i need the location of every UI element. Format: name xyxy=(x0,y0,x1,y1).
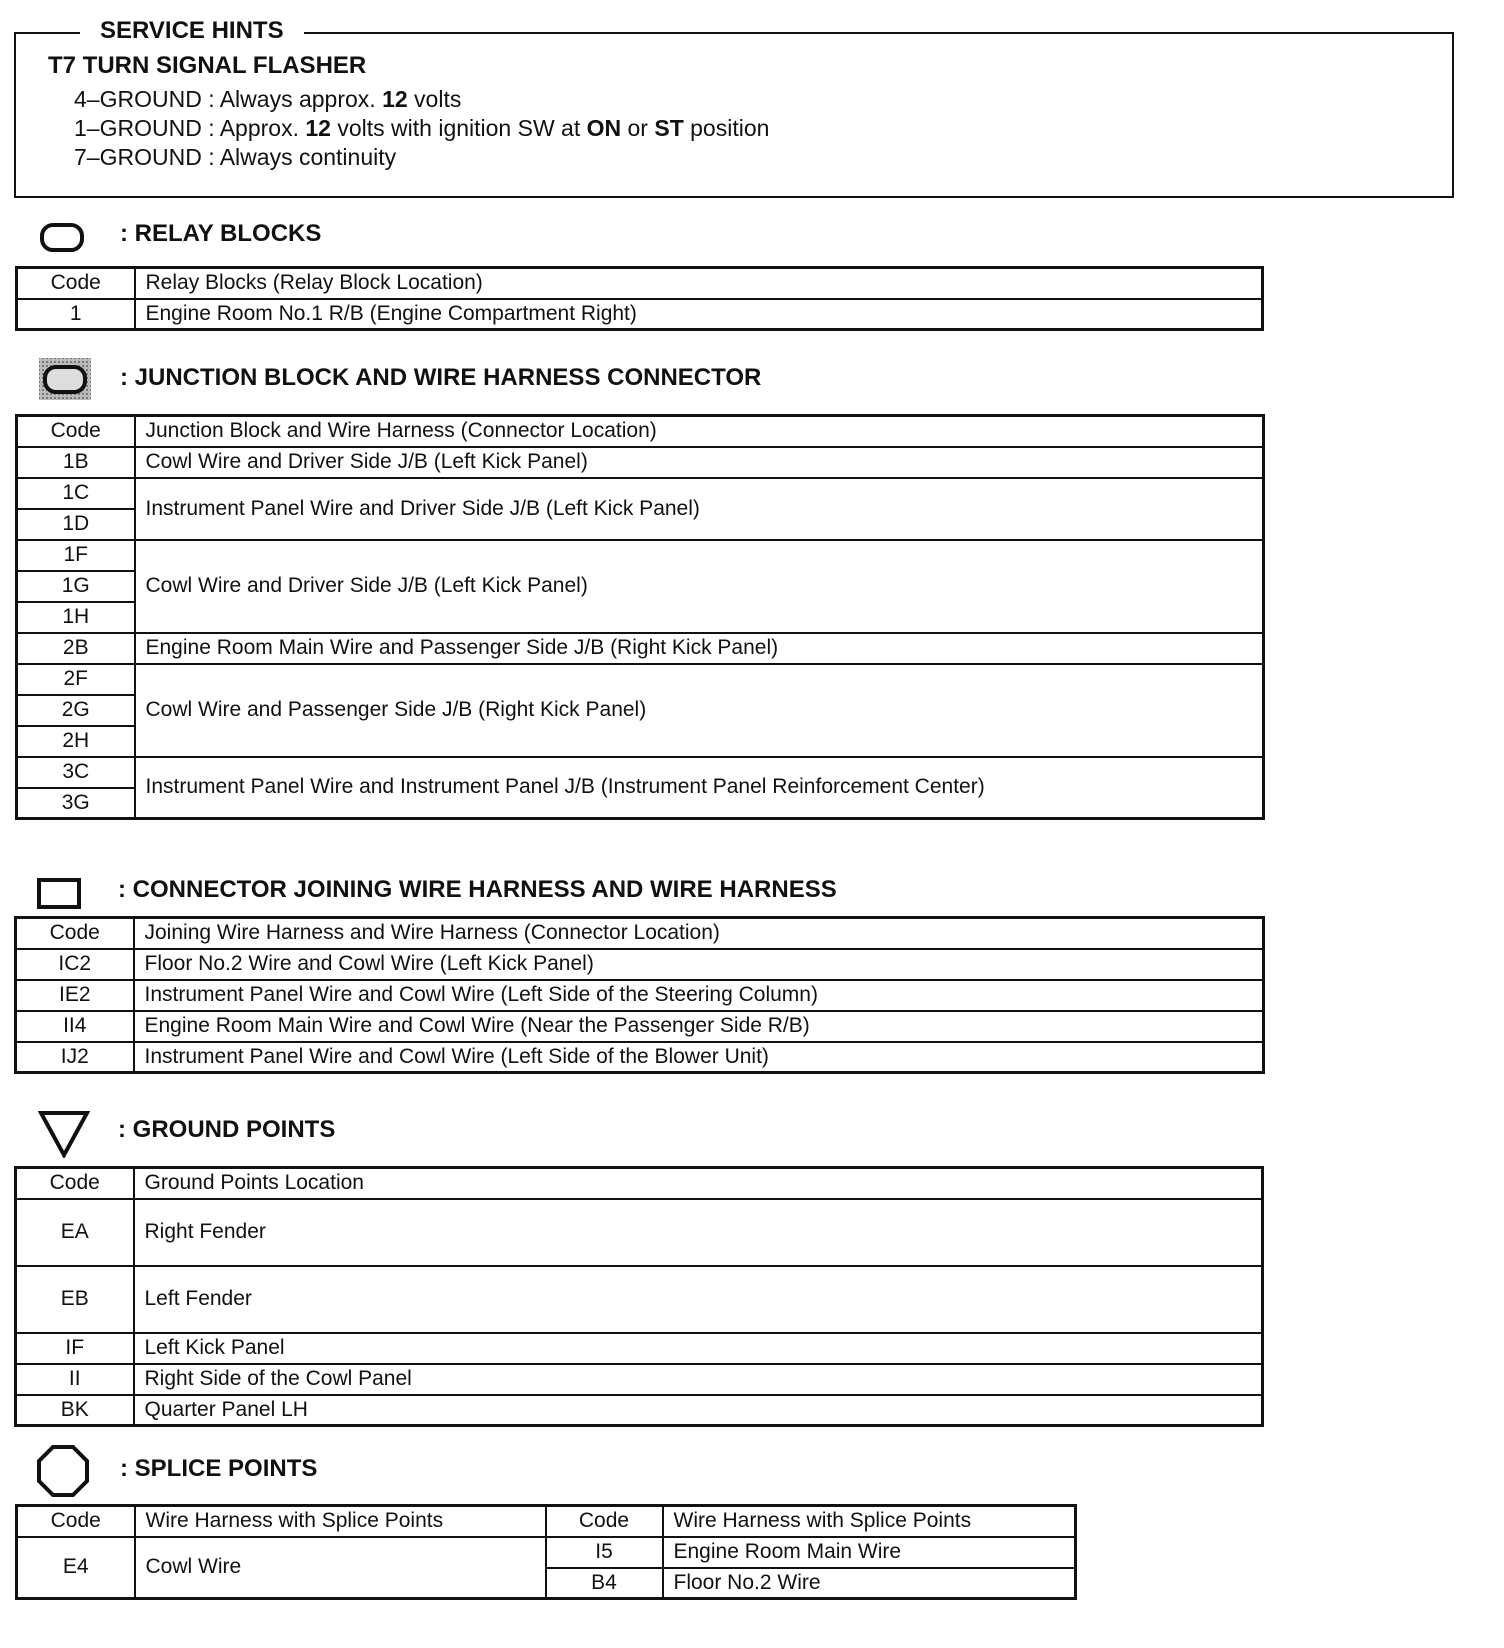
row-code: 1C xyxy=(17,478,135,509)
table-row xyxy=(16,1199,1263,1266)
header-desc: Ground Points Location xyxy=(134,1168,1263,1199)
row-desc: Cowl Wire and Passenger Side J/B (Right Kick Panel) xyxy=(135,664,1264,757)
header-code: Code xyxy=(17,416,135,447)
hint-bold: 12 xyxy=(305,115,331,141)
row-desc: Floor No.2 Wire and Cowl Wire (Left Kick Panel) xyxy=(134,949,1264,980)
table-row xyxy=(16,1011,1264,1042)
table-header-row xyxy=(17,416,1264,447)
table-header-row xyxy=(16,1168,1263,1199)
table-row xyxy=(16,1266,1263,1333)
splice-points-table xyxy=(15,1504,1077,1600)
hint-sep: : xyxy=(201,144,220,170)
hint-text: volts xyxy=(407,86,462,112)
header-code: Code xyxy=(17,268,135,299)
row-desc: Instrument Panel Wire and Instrument Panel J/B (Instrument Panel Reinforcement Center) xyxy=(135,757,1264,819)
relay-block-icon xyxy=(38,220,88,254)
header-desc: Junction Block and Wire Harness (Connector Location) xyxy=(135,416,1264,447)
service-hints-box xyxy=(14,32,1454,198)
table-row xyxy=(16,1395,1263,1426)
table-header-row xyxy=(17,268,1263,299)
ground-points-title: : GROUND POINTS xyxy=(118,1116,336,1143)
row-code: 2G xyxy=(17,695,135,726)
row-code: I5 xyxy=(546,1537,663,1568)
table-row xyxy=(16,1364,1263,1395)
hint-pins: 4–GROUND xyxy=(74,86,202,112)
row-code: 1 xyxy=(17,299,135,330)
row-code: 1B xyxy=(17,447,135,478)
table-row xyxy=(17,299,1263,330)
ground-point-icon xyxy=(38,1110,90,1158)
row-code: IJ2 xyxy=(16,1042,134,1073)
hint-text: Approx. xyxy=(219,115,306,141)
row-code: II xyxy=(16,1364,134,1395)
connectors-title: : CONNECTOR JOINING WIRE HARNESS AND WIRE HARNESS xyxy=(118,876,837,903)
splice-point-icon xyxy=(36,1444,90,1498)
hint-text: position xyxy=(683,115,770,141)
row-desc: Cowl Wire xyxy=(135,1537,546,1599)
row-code: E4 xyxy=(17,1537,135,1599)
hint-line xyxy=(74,115,769,142)
splice-points-title: : SPLICE POINTS xyxy=(120,1455,318,1482)
table-row xyxy=(17,540,1264,571)
row-code: 2B xyxy=(17,633,135,664)
row-code: IE2 xyxy=(16,980,134,1011)
hint-sep: : xyxy=(201,115,220,141)
hint-line xyxy=(74,144,396,171)
table-row xyxy=(17,1537,1076,1568)
table-row xyxy=(17,478,1264,509)
row-code: 3G xyxy=(17,788,135,819)
header-desc: Joining Wire Harness and Wire Harness (Connector Location) xyxy=(134,918,1264,949)
header-code: Code xyxy=(16,1168,134,1199)
relay-blocks-title: : RELAY BLOCKS xyxy=(120,220,322,247)
header-code: Code xyxy=(16,918,134,949)
row-code: 2H xyxy=(17,726,135,757)
row-code: 3C xyxy=(17,757,135,788)
row-code: II4 xyxy=(16,1011,134,1042)
header-desc: Wire Harness with Splice Points xyxy=(663,1506,1076,1537)
connectors-table xyxy=(14,916,1265,1074)
table-row xyxy=(16,1042,1264,1073)
connector-icon xyxy=(36,877,84,911)
hint-pins: 1–GROUND xyxy=(74,115,202,141)
row-desc: Right Fender xyxy=(134,1199,1263,1266)
row-desc: Quarter Panel LH xyxy=(134,1395,1263,1426)
hint-bold: ON xyxy=(586,115,622,141)
table-row xyxy=(17,447,1264,478)
relay-blocks-table xyxy=(15,266,1264,331)
hint-bold: 12 xyxy=(382,86,408,112)
row-code: 1F xyxy=(17,540,135,571)
row-desc: Engine Room Main Wire and Passenger Side J/B (Right Kick Panel) xyxy=(135,633,1264,664)
junction-blocks-table xyxy=(15,414,1265,820)
row-desc: Engine Room Main Wire and Cowl Wire (Near the Passenger Side R/B) xyxy=(134,1011,1264,1042)
junction-block-icon xyxy=(38,357,92,401)
row-desc: Instrument Panel Wire and Cowl Wire (Left Side of the Blower Unit) xyxy=(134,1042,1264,1073)
service-hints-legend: SERVICE HINTS xyxy=(80,14,304,48)
row-desc: Left Fender xyxy=(134,1266,1263,1333)
table-row xyxy=(16,1333,1263,1364)
row-code: IC2 xyxy=(16,949,134,980)
row-desc: Instrument Panel Wire and Driver Side J/B (Left Kick Panel) xyxy=(135,478,1264,540)
table-header-row xyxy=(17,1506,1076,1537)
table-row xyxy=(16,949,1264,980)
row-desc: Cowl Wire and Driver Side J/B (Left Kick Panel) xyxy=(135,447,1264,478)
hint-text: Always continuity xyxy=(219,144,397,170)
row-code: EB xyxy=(16,1266,134,1333)
header-code: Code xyxy=(17,1506,135,1537)
row-desc: Floor No.2 Wire xyxy=(663,1568,1076,1599)
row-code: IF xyxy=(16,1333,134,1364)
row-code: B4 xyxy=(546,1568,663,1599)
hint-text: or xyxy=(621,115,655,141)
ground-points-table xyxy=(14,1166,1264,1427)
hint-text: volts with ignition SW at xyxy=(330,115,587,141)
junction-blocks-title: : JUNCTION BLOCK AND WIRE HARNESS CONNECTOR xyxy=(120,364,762,391)
row-code: 1H xyxy=(17,602,135,633)
table-row xyxy=(17,633,1264,664)
row-desc: Engine Room No.1 R/B (Engine Compartment Right) xyxy=(135,299,1263,330)
row-code: BK xyxy=(16,1395,134,1426)
table-row xyxy=(16,980,1264,1011)
hint-pins: 7–GROUND xyxy=(74,144,202,170)
hint-bold: ST xyxy=(654,115,684,141)
row-desc: Left Kick Panel xyxy=(134,1333,1263,1364)
table-row xyxy=(17,757,1264,788)
row-code: 2F xyxy=(17,664,135,695)
hint-line xyxy=(74,86,461,113)
table-row xyxy=(17,664,1264,695)
header-desc: Relay Blocks (Relay Block Location) xyxy=(135,268,1263,299)
hint-sep: : xyxy=(201,86,220,112)
service-hints-title: T7 TURN SIGNAL FLASHER xyxy=(48,52,367,79)
header-code: Code xyxy=(546,1506,663,1537)
row-desc: Cowl Wire and Driver Side J/B (Left Kick Panel) xyxy=(135,540,1264,633)
table-header-row xyxy=(16,918,1264,949)
hint-text: Always approx. xyxy=(219,86,383,112)
row-desc: Instrument Panel Wire and Cowl Wire (Left Side of the Steering Column) xyxy=(134,980,1264,1011)
row-code: 1G xyxy=(17,571,135,602)
header-desc: Wire Harness with Splice Points xyxy=(135,1506,546,1537)
row-code: 1D xyxy=(17,509,135,540)
row-desc: Right Side of the Cowl Panel xyxy=(134,1364,1263,1395)
row-code: EA xyxy=(16,1199,134,1266)
row-desc: Engine Room Main Wire xyxy=(663,1537,1076,1568)
